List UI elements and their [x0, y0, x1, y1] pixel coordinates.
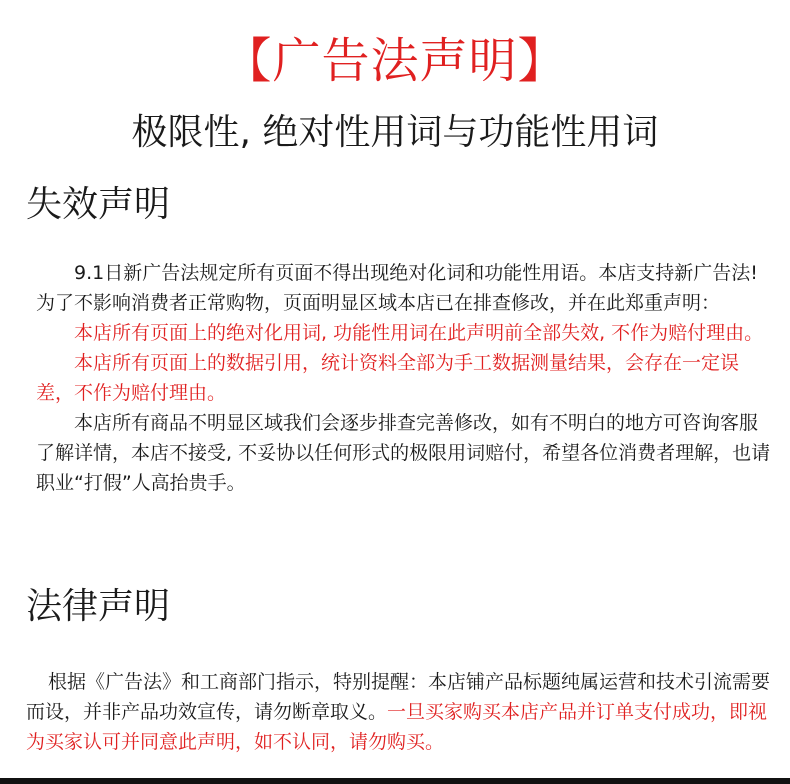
paragraph-absolute-terms-void: 本店所有页面上的绝对化用词, 功能性用词在此声明前全部失效, 不作为赔付理由。: [74, 322, 764, 344]
page-title: 【广告法声明】: [223, 33, 567, 89]
legal-statement-body: [26, 667, 786, 757]
page-subtitle: 极限性, 绝对性用词与功能性用词: [131, 112, 659, 153]
legal-statement-heading: 法律声明: [26, 586, 171, 627]
paragraph-data-accuracy: 本店所有页面上的数据引用，统计资料全部为手工数据测量结果，会存在一定误差，不作为赔付理由。: [36, 352, 740, 404]
paragraph-ongoing-review: 本店所有商品不明显区域我们会逐步排查完善修改，如有不明白的地方可咨询客服了解详情，本店不接受, 不妥协以任何形式的极限用词赔付，希望各位消费者理解，也请职业“打假”人高抬贵手。: [36, 412, 771, 494]
paragraph-notice-intro: 9.1日新广告法规定所有页面不得出现绝对化词和功能性用语。本店支持新广告法!为了不影响消费者正常购物，页面明显区域本店已在排查修改，并在此郑重声明：: [36, 262, 758, 314]
legal-text-main: 根据《广告法》和工商部门指示，特别提醒：本店铺产品标题纯属运营和技术引流需要而设，并非产品功效宣传，请勿断章取义。: [26, 671, 771, 723]
legal-text-purchase-consent: 一旦买家购买本店产品并订单支付成功，即视为买家认可并同意此声明，如不认同，请勿购买。: [26, 701, 768, 753]
invalid-statement-body: [36, 258, 776, 498]
invalid-statement-heading: 失效声明: [26, 184, 171, 225]
bottom-divider: [0, 778, 790, 784]
